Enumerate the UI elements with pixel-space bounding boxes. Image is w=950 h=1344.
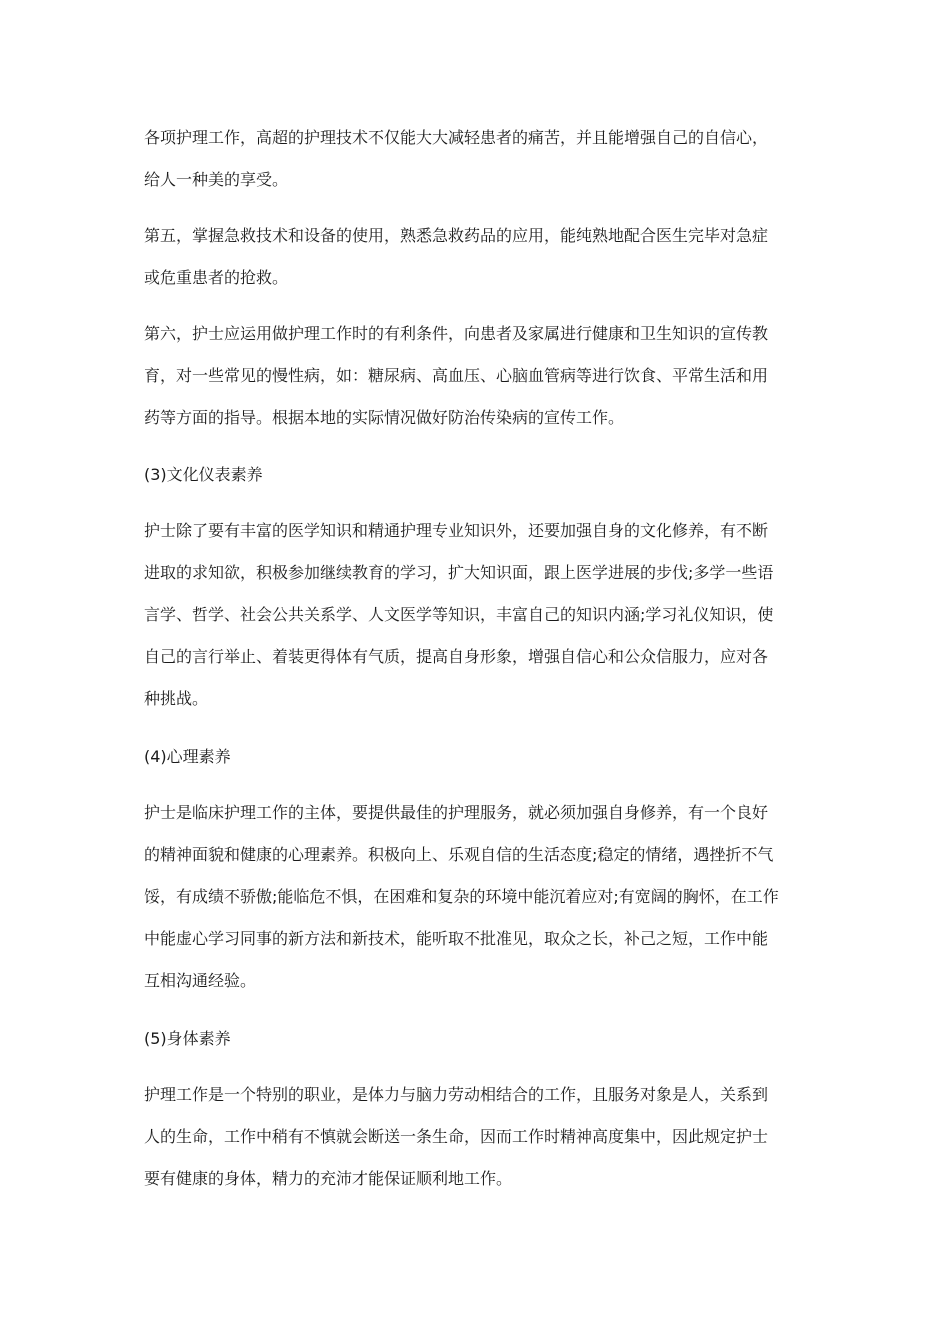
text-line: 护理工作是一个特别的职业，是体力与脑力劳动相结合的工作，且服务对象是人，关系到 — [144, 1085, 769, 1104]
section-heading-psychology: (4)心理素养 — [144, 747, 231, 766]
paragraph-physical — [144, 1074, 808, 1200]
text-line: 护士除了要有丰富的医学知识和精通护理专业知识外，还要加强自身的文化修养，有不断 — [144, 521, 769, 540]
text-line: 给人一种美的享受。 — [144, 170, 289, 189]
text-line: 馁，有成绩不骄傲;能临危不惧，在困难和复杂的环境中能沉着应对;有宽阔的胸怀，在工作 — [144, 887, 779, 906]
paragraph-psychology — [144, 792, 808, 1002]
text-line: 第六，护士应运用做护理工作时的有利条件，向患者及家属进行健康和卫生知识的宣传教 — [144, 324, 769, 343]
paragraph-nursing-skills — [144, 117, 808, 201]
text-line: 要有健康的身体，精力的充沛才能保证顺利地工作。 — [144, 1169, 513, 1188]
text-line: 护士是临床护理工作的主体，要提供最佳的护理服务，就必须加强自身修养，有一个良好 — [144, 803, 769, 822]
section-heading-culture: (3)文化仪表素养 — [144, 465, 263, 484]
paragraph-culture — [144, 510, 808, 720]
text-line: 进取的求知欲，积极参加继续教育的学习，扩大知识面，跟上医学进展的步伐;多学一些语 — [144, 563, 774, 582]
text-line: 各项护理工作，高超的护理技术不仅能大大减轻患者的痛苦，并且能增强自己的自信心， — [144, 128, 769, 147]
paragraph-health-education — [144, 313, 808, 439]
text-line: 种挑战。 — [144, 689, 209, 708]
text-line: 言学、哲学、社会公共关系学、人文医学等知识，丰富自己的知识内涵;学习礼仪知识，使 — [144, 605, 774, 624]
section-heading-physical: (5)身体素养 — [144, 1029, 231, 1048]
text-line: 的精神面貌和健康的心理素养。积极向上、乐观自信的生活态度;稳定的情绪，遇挫折不气 — [144, 845, 774, 864]
text-line: 中能虚心学习同事的新方法和新技术，能听取不批准见，取众之长，补己之短，工作中能 — [144, 929, 769, 948]
text-line: 育，对一些常见的慢性病，如：糖尿病、高血压、心脑血管病等进行饮食、平常生活和用 — [144, 366, 769, 385]
text-line: 互相沟通经验。 — [144, 971, 257, 990]
text-line: 第五，掌握急救技术和设备的使用，熟悉急救药品的应用，能纯熟地配合医生完毕对急症 — [144, 226, 769, 245]
text-line: 人的生命，工作中稍有不慎就会断送一条生命，因而工作时精神高度集中，因此规定护士 — [144, 1127, 769, 1146]
text-line: 自己的言行举止、着装更得体有气质，提高自身形象，增强自信心和公众信服力，应对各 — [144, 647, 769, 666]
text-line: 或危重患者的抢救。 — [144, 268, 289, 287]
paragraph-emergency-skills — [144, 215, 808, 299]
text-line: 药等方面的指导。根据本地的实际情况做好防治传染病的宣传工作。 — [144, 408, 625, 427]
